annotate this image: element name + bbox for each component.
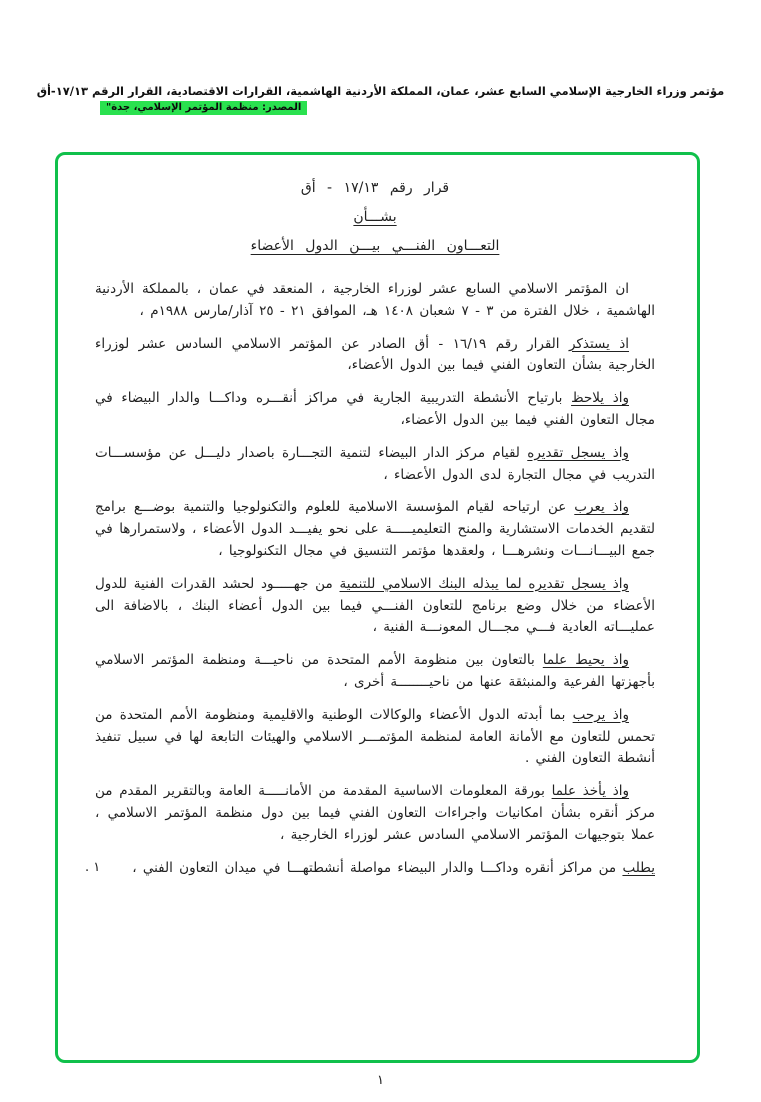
preamble-paragraph [95, 650, 655, 694]
preamble-paragraph [95, 781, 655, 846]
paragraph-text: عن ارتياحه لقيام المؤسسة الاسلامية للعلوم والتكنولوجيا والتنمية بوضـــع برامج لتقديم الخدمات الاستشارية والمنح التعليميـــــة على نحو يفيـــد الدول الأعضاء ، ولاستمرارها في جمع البيـــانـــات ونشرهـــا ، ولعقدها مؤتمر التنسيق في مجال التكنولوجيا ، [95, 499, 655, 559]
preamble-paragraph [95, 279, 655, 323]
paragraph-lead: واذ يسجل تقديره [527, 444, 629, 461]
resolution-subject: التعـــاون الفنـــي بيـــن الدول الأعضاء [250, 238, 500, 254]
paragraph-text: بالتعاون بين منظومة الأمم المتحدة من ناحيـــة ومنظمة المؤتمر الاسلامي بأجهزتها الفرعية والمنبثقة عنها من ناحيــــــــة أخرى ، [95, 652, 655, 690]
header-citation: مؤتمر وزراء الخارجية الإسلامي السابع عشر، عمان، المملكة الأردنية الهاشمية، القرارات الاقتصادية، القرار الرقم ١٧/١٣-أق [36, 84, 725, 98]
preamble-paragraph [95, 388, 655, 432]
page-number: ١ [377, 1073, 384, 1088]
paragraph-text: لقيام مركز الدار البيضاء لتنمية التجـــارة باصدار دليـــل عن مؤسســـات التدريب في مجال التجارة لدى الدول الأعضاء ، [95, 444, 655, 483]
paragraph-text: بورقة المعلومات الاساسية المقدمة من الأمانـــــة العامة وبالتقرير المقدم من مركز أنقره بشأن امكانيات واجراءات التعاون الفني فيما بين دول منظمة المؤتمر الاسلامي ، عملا بتوجيهات المؤتمر الاسلامي السادس عشر لوزراء الخارجية ، [95, 783, 655, 843]
paragraph-lead: واذ يلاحظ [571, 390, 629, 407]
paragraph-lead: يطلب [622, 859, 655, 876]
preamble-paragraph [95, 574, 655, 639]
paragraph-lead: واذ يسجل تقديره لما يبذله البنك الاسلامي للتنمية [339, 575, 629, 592]
paragraph-text: من مراكز أنقره وداكـــا والدار البيضاء مواصلة أنشطتهـــا في ميدان التعاون الفني ، [132, 859, 617, 876]
paragraph-lead: واذ يحيط علما [542, 652, 630, 669]
item-number: ١ . [85, 859, 101, 875]
operative-paragraph [125, 858, 655, 880]
paragraph-lead: واذ يأخذ علما [551, 783, 629, 800]
preamble-paragraph [95, 497, 655, 562]
preamble-paragraph [95, 705, 655, 770]
source-highlight: المصدر: منظمة المؤتمر الإسلامي، جدة" [100, 101, 307, 115]
paragraph-lead: واذ يعرب [574, 499, 629, 516]
document-frame [55, 152, 700, 1063]
preamble-paragraph [95, 334, 655, 378]
operative-item [85, 858, 655, 880]
paragraph-text: ان المؤتمر الاسلامي السابع عشر لوزراء الخارجية ، المنعقد في عمان ، بالمملكة الأردنية الهاشمية ، خلال الفترة من ٣ - ٧ شعبان ١٤٠٨ هـ، الموافق ٢١ - ٢٥ آذار/مارس ١٩٨٨م ، [95, 281, 655, 319]
paragraph-text: بارتياح الأنشطة التدريبية الجارية في مراكز أنقـــره وداكـــا والدار البيضاء في مجال التعاون الفني فيما بين الدول الأعضاء، [95, 390, 655, 428]
resolution-subtitle: بشـــأن [353, 209, 397, 225]
paragraph-lead: واذ يرحب [572, 706, 629, 723]
resolution-title-block [95, 177, 655, 257]
paragraph-text: القرار رقم ١٦/١٩ - أق الصادر عن المؤتمر الاسلامي السادس عشر لوزراء الخارجية بشأن التعاون الفني فيما بين الدول الأعضاء، [95, 335, 655, 374]
resolution-number: قرار رقم ١٧/١٣ - أق [300, 180, 450, 196]
paragraph-lead: اذ يستذكر [568, 335, 630, 352]
paragraph-text: بما أبدته الدول الأعضاء والوكالات الوطنية والاقليمية ومنظومة الأمم المتحدة من تحمس للتعاون مع الأمانة العامة لمنظمة المؤتمـــر الاسلامي والهيئات التابعة لها في سبيل تنفيذ أنشطة التعاون الفني . [95, 706, 655, 767]
paragraph-text: من جهـــــود لحشد القدرات الفنية للدول الأعضاء من خلال وضع برنامج للتعاون الفنـــي فيما بين الدول أعضاء البنك ، بالاضافة الى عمليـــاته العادية فـــي مجـــال المعونـــة الفنية ، [95, 575, 655, 636]
preamble-paragraph [95, 443, 655, 487]
